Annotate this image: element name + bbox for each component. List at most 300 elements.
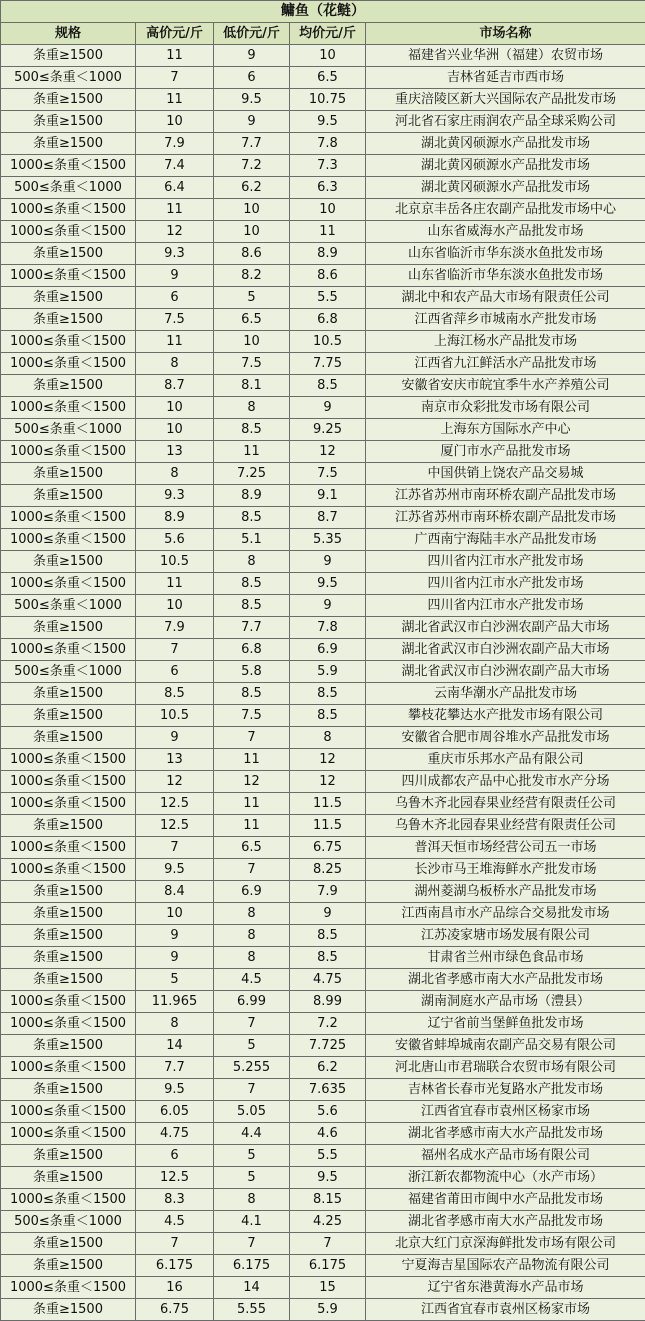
cell-avg-price: 9 bbox=[290, 551, 366, 573]
cell-low-price: 4.1 bbox=[214, 1211, 290, 1233]
cell-avg-price: 9.1 bbox=[290, 485, 366, 507]
cell-market-name: 江苏省苏州市南环桥农副产品批发市场 bbox=[366, 485, 645, 507]
cell-high-price: 9 bbox=[136, 947, 214, 969]
cell-market-name: 安徽省蚌埠城南农副产品交易有限公司 bbox=[366, 1035, 645, 1057]
cell-low-price: 8.5 bbox=[214, 573, 290, 595]
cell-low-price: 7 bbox=[214, 1079, 290, 1101]
cell-avg-price: 9 bbox=[290, 903, 366, 925]
cell-low-price: 8.2 bbox=[214, 265, 290, 287]
cell-high-price: 11 bbox=[136, 573, 214, 595]
cell-low-price: 6.99 bbox=[214, 991, 290, 1013]
cell-high-price: 10 bbox=[136, 419, 214, 441]
table-row bbox=[1, 639, 645, 661]
cell-market-name: 广西南宁海陆丰水产品批发市场 bbox=[366, 529, 645, 551]
cell-high-price: 8.3 bbox=[136, 1189, 214, 1211]
cell-avg-price: 4.75 bbox=[290, 969, 366, 991]
cell-market-name: 江西省九江鲜活水产品批发市场 bbox=[366, 353, 645, 375]
table-row bbox=[1, 67, 645, 89]
cell-market-name: 上海东方国际水产中心 bbox=[366, 419, 645, 441]
table-row bbox=[1, 1211, 645, 1233]
header-market-name: 市场名称 bbox=[366, 23, 645, 45]
cell-avg-price: 5.6 bbox=[290, 1101, 366, 1123]
cell-low-price: 8 bbox=[214, 551, 290, 573]
cell-high-price: 12.5 bbox=[136, 815, 214, 837]
cell-low-price: 6.9 bbox=[214, 881, 290, 903]
cell-avg-price: 11.5 bbox=[290, 793, 366, 815]
cell-market-name: 湖北省武汉市白沙洲农副产品大市场 bbox=[366, 617, 645, 639]
cell-high-price: 11.965 bbox=[136, 991, 214, 1013]
cell-spec: 条重≥1500 bbox=[1, 485, 136, 507]
cell-market-name: 湖北黄冈硕源水产品批发市场 bbox=[366, 133, 645, 155]
cell-high-price: 10 bbox=[136, 903, 214, 925]
cell-avg-price: 6.175 bbox=[290, 1255, 366, 1277]
cell-spec: 条重≥1500 bbox=[1, 903, 136, 925]
table-row bbox=[1, 1255, 645, 1277]
cell-avg-price: 15 bbox=[290, 1277, 366, 1299]
table-row bbox=[1, 881, 645, 903]
table-row bbox=[1, 243, 645, 265]
table-row bbox=[1, 815, 645, 837]
cell-avg-price: 7 bbox=[290, 1233, 366, 1255]
table-body bbox=[1, 45, 645, 1321]
cell-high-price: 12.5 bbox=[136, 1167, 214, 1189]
cell-spec: 1000≤条重＜1500 bbox=[1, 749, 136, 771]
cell-spec: 500≤条重＜1000 bbox=[1, 595, 136, 617]
cell-market-name: 福建省兴业华洲（福建）农贸市场 bbox=[366, 45, 645, 67]
cell-spec: 条重≥1500 bbox=[1, 705, 136, 727]
cell-avg-price: 8 bbox=[290, 727, 366, 749]
cell-high-price: 7 bbox=[136, 67, 214, 89]
table-row bbox=[1, 683, 645, 705]
header-spec: 规格 bbox=[1, 23, 136, 45]
table-row bbox=[1, 463, 645, 485]
table-row bbox=[1, 947, 645, 969]
cell-spec: 1000≤条重＜1500 bbox=[1, 221, 136, 243]
cell-spec: 条重≥1500 bbox=[1, 727, 136, 749]
cell-low-price: 11 bbox=[214, 793, 290, 815]
cell-market-name: 山东省威海水产品批发市场 bbox=[366, 221, 645, 243]
table-row bbox=[1, 925, 645, 947]
cell-spec: 1000≤条重＜1500 bbox=[1, 771, 136, 793]
cell-low-price: 4.5 bbox=[214, 969, 290, 991]
cell-low-price: 8.5 bbox=[214, 595, 290, 617]
cell-avg-price: 8.5 bbox=[290, 375, 366, 397]
cell-low-price: 12 bbox=[214, 771, 290, 793]
cell-spec: 条重≥1500 bbox=[1, 551, 136, 573]
cell-avg-price: 4.25 bbox=[290, 1211, 366, 1233]
cell-low-price: 5.255 bbox=[214, 1057, 290, 1079]
cell-low-price: 9 bbox=[214, 45, 290, 67]
table-row bbox=[1, 903, 645, 925]
cell-low-price: 10 bbox=[214, 331, 290, 353]
table-row bbox=[1, 419, 645, 441]
cell-spec: 1000≤条重＜1500 bbox=[1, 639, 136, 661]
cell-high-price: 8 bbox=[136, 463, 214, 485]
cell-spec: 条重≥1500 bbox=[1, 947, 136, 969]
cell-market-name: 山东省临沂市华东淡水鱼批发市场 bbox=[366, 243, 645, 265]
table-row bbox=[1, 309, 645, 331]
cell-high-price: 8.9 bbox=[136, 507, 214, 529]
cell-avg-price: 11.5 bbox=[290, 815, 366, 837]
cell-low-price: 7.7 bbox=[214, 617, 290, 639]
cell-low-price: 11 bbox=[214, 815, 290, 837]
cell-market-name: 云南华潮水产品批发市场 bbox=[366, 683, 645, 705]
cell-market-name: 厦门市水产品批发市场 bbox=[366, 441, 645, 463]
cell-high-price: 12 bbox=[136, 221, 214, 243]
cell-avg-price: 5.9 bbox=[290, 661, 366, 683]
cell-spec: 1000≤条重＜1500 bbox=[1, 441, 136, 463]
cell-high-price: 10.5 bbox=[136, 705, 214, 727]
cell-low-price: 8 bbox=[214, 925, 290, 947]
cell-market-name: 安徽省安庆市皖宜季牛水产养殖公司 bbox=[366, 375, 645, 397]
cell-market-name: 安徽省合肥市周谷堆水产品批发市场 bbox=[366, 727, 645, 749]
cell-high-price: 10 bbox=[136, 397, 214, 419]
cell-spec: 1000≤条重＜1500 bbox=[1, 1101, 136, 1123]
cell-market-name: 江西省宜春市袁州区杨家市场 bbox=[366, 1299, 645, 1321]
cell-high-price: 4.5 bbox=[136, 1211, 214, 1233]
table-row bbox=[1, 155, 645, 177]
cell-market-name: 湖北省武汉市白沙洲农副产品大市场 bbox=[366, 639, 645, 661]
cell-spec: 1000≤条重＜1500 bbox=[1, 837, 136, 859]
cell-low-price: 7.7 bbox=[214, 133, 290, 155]
cell-high-price: 7.9 bbox=[136, 133, 214, 155]
cell-low-price: 7.25 bbox=[214, 463, 290, 485]
cell-market-name: 吉林省延吉市西市场 bbox=[366, 67, 645, 89]
cell-high-price: 9 bbox=[136, 727, 214, 749]
cell-low-price: 7 bbox=[214, 727, 290, 749]
cell-high-price: 7.5 bbox=[136, 309, 214, 331]
cell-spec: 条重≥1500 bbox=[1, 1035, 136, 1057]
cell-high-price: 9.5 bbox=[136, 859, 214, 881]
cell-low-price: 7.5 bbox=[214, 705, 290, 727]
cell-market-name: 攀枝花攀达水产批发市场有限公司 bbox=[366, 705, 645, 727]
cell-market-name: 辽宁省前当堡鲜鱼批发市场 bbox=[366, 1013, 645, 1035]
cell-avg-price: 7.75 bbox=[290, 353, 366, 375]
cell-low-price: 10 bbox=[214, 221, 290, 243]
cell-high-price: 8 bbox=[136, 353, 214, 375]
cell-low-price: 10 bbox=[214, 199, 290, 221]
cell-high-price: 11 bbox=[136, 45, 214, 67]
cell-low-price: 6.5 bbox=[214, 309, 290, 331]
header-row bbox=[1, 23, 645, 45]
table-row bbox=[1, 529, 645, 551]
cell-low-price: 11 bbox=[214, 441, 290, 463]
cell-spec: 条重≥1500 bbox=[1, 1145, 136, 1167]
cell-market-name: 北京京丰岳各庄农副产品批发市场中心 bbox=[366, 199, 645, 221]
cell-spec: 1000≤条重＜1500 bbox=[1, 859, 136, 881]
table-row bbox=[1, 1189, 645, 1211]
table-row bbox=[1, 1167, 645, 1189]
cell-high-price: 10.5 bbox=[136, 551, 214, 573]
cell-market-name: 宁夏海吉星国际农产品物流有限公司 bbox=[366, 1255, 645, 1277]
cell-avg-price: 6.2 bbox=[290, 1057, 366, 1079]
cell-low-price: 8.5 bbox=[214, 419, 290, 441]
cell-high-price: 6 bbox=[136, 287, 214, 309]
cell-avg-price: 11 bbox=[290, 221, 366, 243]
table-row bbox=[1, 221, 645, 243]
cell-avg-price: 9.5 bbox=[290, 1167, 366, 1189]
cell-high-price: 6.75 bbox=[136, 1299, 214, 1321]
cell-market-name: 四川省内江市水产批发市场 bbox=[366, 551, 645, 573]
cell-avg-price: 8.5 bbox=[290, 705, 366, 727]
cell-spec: 条重≥1500 bbox=[1, 881, 136, 903]
cell-spec: 条重≥1500 bbox=[1, 1167, 136, 1189]
cell-low-price: 7 bbox=[214, 1013, 290, 1035]
cell-high-price: 6.05 bbox=[136, 1101, 214, 1123]
cell-spec: 1000≤条重＜1500 bbox=[1, 991, 136, 1013]
table-row bbox=[1, 727, 645, 749]
cell-market-name: 重庆市乐邦水产品有限公司 bbox=[366, 749, 645, 771]
cell-spec: 1000≤条重＜1500 bbox=[1, 1189, 136, 1211]
cell-low-price: 5.1 bbox=[214, 529, 290, 551]
table-row bbox=[1, 1101, 645, 1123]
cell-market-name: 福建省莆田市闽中水产品批发市场 bbox=[366, 1189, 645, 1211]
cell-market-name: 湖北省孝感市南大水产品批发市场 bbox=[366, 1123, 645, 1145]
cell-avg-price: 9 bbox=[290, 595, 366, 617]
cell-high-price: 9.5 bbox=[136, 1079, 214, 1101]
cell-low-price: 6.8 bbox=[214, 639, 290, 661]
cell-spec: 1000≤条重＜1500 bbox=[1, 529, 136, 551]
cell-market-name: 辽宁省东港黄海水产品市场 bbox=[366, 1277, 645, 1299]
cell-high-price: 8 bbox=[136, 1013, 214, 1035]
cell-low-price: 9.5 bbox=[214, 89, 290, 111]
table-row bbox=[1, 353, 645, 375]
cell-spec: 500≤条重＜1000 bbox=[1, 661, 136, 683]
cell-low-price: 5 bbox=[214, 1035, 290, 1057]
cell-market-name: 湖北中和农产品大市场有限责任公司 bbox=[366, 287, 645, 309]
table-row bbox=[1, 1035, 645, 1057]
cell-spec: 条重≥1500 bbox=[1, 1233, 136, 1255]
cell-low-price: 6.175 bbox=[214, 1255, 290, 1277]
cell-spec: 1000≤条重＜1500 bbox=[1, 1277, 136, 1299]
table-row bbox=[1, 705, 645, 727]
cell-avg-price: 10.75 bbox=[290, 89, 366, 111]
cell-high-price: 7.9 bbox=[136, 617, 214, 639]
cell-avg-price: 10 bbox=[290, 199, 366, 221]
cell-avg-price: 5.35 bbox=[290, 529, 366, 551]
cell-market-name: 上海江杨水产品批发市场 bbox=[366, 331, 645, 353]
table-row bbox=[1, 177, 645, 199]
cell-market-name: 甘肃省兰州市绿色食品市场 bbox=[366, 947, 645, 969]
cell-market-name: 四川成都农产品中心批发市水产分场 bbox=[366, 771, 645, 793]
cell-avg-price: 8.5 bbox=[290, 925, 366, 947]
cell-market-name: 河北省石家庄雨润农产品全球采购公司 bbox=[366, 111, 645, 133]
table-row bbox=[1, 1057, 645, 1079]
cell-avg-price: 6.5 bbox=[290, 67, 366, 89]
cell-avg-price: 7.635 bbox=[290, 1079, 366, 1101]
cell-spec: 1000≤条重＜1500 bbox=[1, 507, 136, 529]
cell-low-price: 5 bbox=[214, 1167, 290, 1189]
cell-low-price: 8.9 bbox=[214, 485, 290, 507]
table-row bbox=[1, 397, 645, 419]
cell-market-name: 山东省临沂市华东淡水鱼批发市场 bbox=[366, 265, 645, 287]
cell-market-name: 乌鲁木齐北园春果业经营有限责任公司 bbox=[366, 793, 645, 815]
cell-market-name: 江苏凌家塘市场发展有限公司 bbox=[366, 925, 645, 947]
cell-avg-price: 7.9 bbox=[290, 881, 366, 903]
cell-spec: 1000≤条重＜1500 bbox=[1, 155, 136, 177]
cell-market-name: 湖北黄冈硕源水产品批发市场 bbox=[366, 155, 645, 177]
cell-low-price: 4.4 bbox=[214, 1123, 290, 1145]
cell-high-price: 9.3 bbox=[136, 485, 214, 507]
cell-avg-price: 8.7 bbox=[290, 507, 366, 529]
cell-avg-price: 10 bbox=[290, 45, 366, 67]
table-row bbox=[1, 969, 645, 991]
table-row bbox=[1, 331, 645, 353]
cell-high-price: 6 bbox=[136, 1145, 214, 1167]
cell-spec: 条重≥1500 bbox=[1, 1255, 136, 1277]
cell-low-price: 7.2 bbox=[214, 155, 290, 177]
cell-spec: 条重≥1500 bbox=[1, 969, 136, 991]
cell-market-name: 重庆涪陵区新大兴国际农产品批发市场 bbox=[366, 89, 645, 111]
cell-spec: 1000≤条重＜1500 bbox=[1, 397, 136, 419]
cell-avg-price: 8.99 bbox=[290, 991, 366, 1013]
cell-market-name: 湖北省孝感市南大水产品批发市场 bbox=[366, 1211, 645, 1233]
table-row bbox=[1, 1079, 645, 1101]
table-row bbox=[1, 441, 645, 463]
table-row bbox=[1, 991, 645, 1013]
cell-avg-price: 7.8 bbox=[290, 133, 366, 155]
cell-spec: 500≤条重＜1000 bbox=[1, 67, 136, 89]
cell-spec: 500≤条重＜1000 bbox=[1, 177, 136, 199]
cell-spec: 500≤条重＜1000 bbox=[1, 419, 136, 441]
cell-market-name: 浙江新农都物流中心（水产市场） bbox=[366, 1167, 645, 1189]
cell-low-price: 5 bbox=[214, 287, 290, 309]
cell-avg-price: 8.5 bbox=[290, 947, 366, 969]
table-row bbox=[1, 1123, 645, 1145]
cell-avg-price: 6.3 bbox=[290, 177, 366, 199]
cell-spec: 条重≥1500 bbox=[1, 617, 136, 639]
cell-high-price: 9.3 bbox=[136, 243, 214, 265]
cell-market-name: 四川省内江市水产批发市场 bbox=[366, 595, 645, 617]
cell-low-price: 8 bbox=[214, 1189, 290, 1211]
table-row bbox=[1, 661, 645, 683]
cell-spec: 条重≥1500 bbox=[1, 89, 136, 111]
cell-market-name: 南京市众彩批发市场有限公司 bbox=[366, 397, 645, 419]
cell-avg-price: 9.5 bbox=[290, 573, 366, 595]
cell-spec: 1000≤条重＜1500 bbox=[1, 793, 136, 815]
cell-market-name: 江西省萍乡市城南水产批发市场 bbox=[366, 309, 645, 331]
table-row bbox=[1, 1277, 645, 1299]
cell-avg-price: 8.15 bbox=[290, 1189, 366, 1211]
cell-spec: 1000≤条重＜1500 bbox=[1, 199, 136, 221]
cell-avg-price: 6.9 bbox=[290, 639, 366, 661]
cell-market-name: 江西南昌市水产品综合交易批发市场 bbox=[366, 903, 645, 925]
table-row bbox=[1, 375, 645, 397]
cell-spec: 条重≥1500 bbox=[1, 815, 136, 837]
cell-avg-price: 12 bbox=[290, 749, 366, 771]
cell-high-price: 10 bbox=[136, 111, 214, 133]
cell-avg-price: 10.5 bbox=[290, 331, 366, 353]
cell-high-price: 6.175 bbox=[136, 1255, 214, 1277]
table-row bbox=[1, 1013, 645, 1035]
cell-low-price: 6.2 bbox=[214, 177, 290, 199]
cell-high-price: 16 bbox=[136, 1277, 214, 1299]
cell-low-price: 8.6 bbox=[214, 243, 290, 265]
cell-high-price: 12 bbox=[136, 771, 214, 793]
cell-low-price: 6 bbox=[214, 67, 290, 89]
cell-high-price: 9 bbox=[136, 925, 214, 947]
cell-high-price: 7 bbox=[136, 1233, 214, 1255]
cell-market-name: 湖南洞庭水产品市场（澧县） bbox=[366, 991, 645, 1013]
cell-high-price: 14 bbox=[136, 1035, 214, 1057]
cell-high-price: 11 bbox=[136, 89, 214, 111]
cell-high-price: 4.75 bbox=[136, 1123, 214, 1145]
cell-low-price: 7.5 bbox=[214, 353, 290, 375]
cell-market-name: 吉林省长春市光复路水产批发市场 bbox=[366, 1079, 645, 1101]
cell-high-price: 7.7 bbox=[136, 1057, 214, 1079]
cell-low-price: 5.8 bbox=[214, 661, 290, 683]
cell-avg-price: 5.9 bbox=[290, 1299, 366, 1321]
table-row bbox=[1, 837, 645, 859]
cell-low-price: 7 bbox=[214, 859, 290, 881]
cell-spec: 条重≥1500 bbox=[1, 1299, 136, 1321]
cell-low-price: 8.1 bbox=[214, 375, 290, 397]
cell-avg-price: 9.5 bbox=[290, 111, 366, 133]
cell-avg-price: 8.5 bbox=[290, 683, 366, 705]
table-row bbox=[1, 265, 645, 287]
cell-low-price: 6.5 bbox=[214, 837, 290, 859]
table-row bbox=[1, 199, 645, 221]
table-row bbox=[1, 507, 645, 529]
cell-market-name: 河北唐山市君瑞联合农贸市场有限公司 bbox=[366, 1057, 645, 1079]
cell-market-name: 中国供销上饶农产品交易城 bbox=[366, 463, 645, 485]
cell-avg-price: 9.25 bbox=[290, 419, 366, 441]
cell-avg-price: 12 bbox=[290, 441, 366, 463]
table-row bbox=[1, 595, 645, 617]
cell-high-price: 6 bbox=[136, 661, 214, 683]
cell-spec: 1000≤条重＜1500 bbox=[1, 573, 136, 595]
cell-avg-price: 7.725 bbox=[290, 1035, 366, 1057]
table-row bbox=[1, 749, 645, 771]
cell-high-price: 12.5 bbox=[136, 793, 214, 815]
cell-avg-price: 8.9 bbox=[290, 243, 366, 265]
table-row bbox=[1, 573, 645, 595]
header-avg-price: 均价元/斤 bbox=[290, 23, 366, 45]
cell-spec: 条重≥1500 bbox=[1, 375, 136, 397]
cell-high-price: 7 bbox=[136, 639, 214, 661]
cell-low-price: 5.55 bbox=[214, 1299, 290, 1321]
cell-market-name: 北京大红门京深海鲜批发市场有限公司 bbox=[366, 1233, 645, 1255]
cell-high-price: 10 bbox=[136, 595, 214, 617]
cell-spec: 条重≥1500 bbox=[1, 243, 136, 265]
table-row bbox=[1, 771, 645, 793]
cell-high-price: 6.4 bbox=[136, 177, 214, 199]
cell-high-price: 11 bbox=[136, 331, 214, 353]
table-row bbox=[1, 485, 645, 507]
cell-avg-price: 6.8 bbox=[290, 309, 366, 331]
table-row bbox=[1, 1233, 645, 1255]
table-row bbox=[1, 859, 645, 881]
cell-low-price: 5 bbox=[214, 1145, 290, 1167]
cell-spec: 1000≤条重＜1500 bbox=[1, 353, 136, 375]
cell-spec: 条重≥1500 bbox=[1, 45, 136, 67]
cell-market-name: 福州名成水产品市场有限公司 bbox=[366, 1145, 645, 1167]
cell-spec: 1000≤条重＜1500 bbox=[1, 1123, 136, 1145]
cell-high-price: 8.7 bbox=[136, 375, 214, 397]
cell-spec: 条重≥1500 bbox=[1, 925, 136, 947]
cell-spec: 1000≤条重＜1500 bbox=[1, 1013, 136, 1035]
cell-market-name: 江西省宜春市袁州区杨家市场 bbox=[366, 1101, 645, 1123]
cell-low-price: 8.5 bbox=[214, 507, 290, 529]
cell-high-price: 13 bbox=[136, 749, 214, 771]
cell-spec: 条重≥1500 bbox=[1, 309, 136, 331]
cell-high-price: 9 bbox=[136, 265, 214, 287]
cell-low-price: 9 bbox=[214, 111, 290, 133]
table-row bbox=[1, 111, 645, 133]
cell-high-price: 7.4 bbox=[136, 155, 214, 177]
cell-avg-price: 8.6 bbox=[290, 265, 366, 287]
cell-avg-price: 5.5 bbox=[290, 1145, 366, 1167]
